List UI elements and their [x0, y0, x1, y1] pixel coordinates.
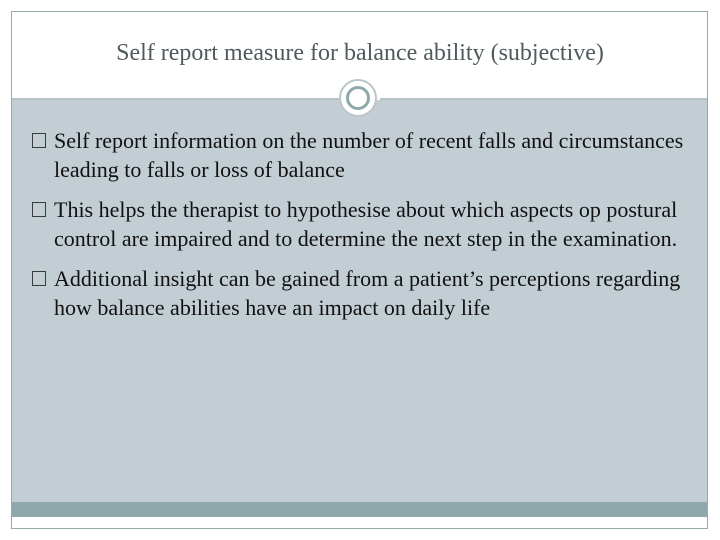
- bullet-text: Additional insight can be gained from a patient’s perceptions regarding how balance abilities have an impact on daily life: [54, 266, 681, 320]
- bullet-text: Self report information on the number of recent falls and circumstances leading to falls or loss of balance: [54, 128, 684, 182]
- slide-title: Self report measure for balance ability (subjective): [116, 40, 604, 66]
- slide-frame: [11, 11, 708, 529]
- bullet-text: This helps the therapist to hypothesise about which aspects op postural control are impaired and to determine the next step in the examination.: [54, 197, 678, 251]
